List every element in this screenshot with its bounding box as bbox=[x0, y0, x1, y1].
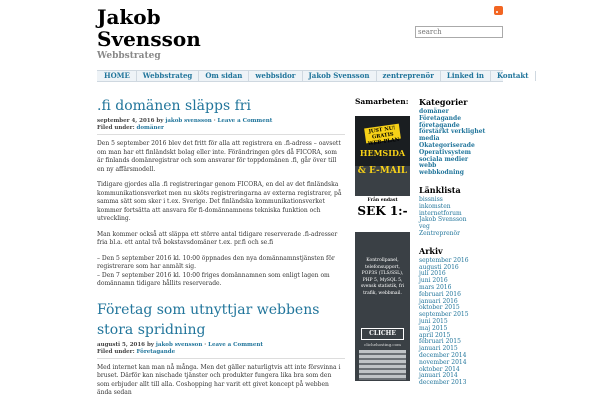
ad-tag: JUST NU! GRATIS WEB-PLAN bbox=[364, 124, 401, 144]
categories-title: Kategorier bbox=[419, 97, 468, 107]
post-divider bbox=[97, 134, 345, 135]
post-paragraph: Man kommer också att släppa ett större antal tidigare reserverade .fi-adresser fria bl.a. ett antal två bokstavsdomäner t.ex. pr.fi och se.fi bbox=[97, 230, 338, 246]
server-rack-graphic bbox=[359, 350, 406, 380]
archive-link[interactable]: januari 2014 bbox=[419, 372, 458, 380]
archive-link[interactable]: februari 2016 bbox=[419, 290, 461, 298]
filed-under-label: Filed under: bbox=[97, 348, 135, 355]
meta-separator: · bbox=[213, 118, 216, 124]
site-title[interactable]: Jakob Svensson bbox=[97, 5, 201, 51]
post-author-link[interactable]: jakob svensson bbox=[165, 118, 212, 124]
sponsor-heading: Samarbeten: bbox=[355, 97, 409, 106]
links-list bbox=[419, 197, 509, 238]
nav-item-webbstrateg[interactable]: Webbstrateg bbox=[137, 71, 200, 81]
ad-price: SEK 1:- bbox=[357, 204, 408, 218]
post-divider bbox=[97, 358, 345, 359]
blogroll-link[interactable]: Zentreprenör bbox=[419, 229, 461, 237]
post-paragraph: Med internet kan man nå många. Men det gäller naturligtvis att inte försvinna i bruset. Därför kan nischade tjänster och produkter fungera lika bra som den som erbjuder allt till alla. Coshopping har varit ett givet koncept på webben ända sedan bbox=[97, 363, 341, 396]
nav-item-jakob-svensson[interactable]: Jakob Svensson bbox=[303, 71, 377, 81]
archive-link[interactable]: juni 2016 bbox=[419, 277, 448, 285]
ad-logo: CLICHE bbox=[361, 328, 404, 340]
archive-title: Arkiv bbox=[419, 245, 443, 256]
hosting-advertisement[interactable] bbox=[355, 116, 410, 381]
nav-item-om-sidan[interactable]: Om sidan bbox=[199, 71, 249, 81]
main-navigation bbox=[97, 70, 529, 82]
post-category-link[interactable]: Företagande bbox=[136, 348, 176, 355]
archive-link[interactable]: augusti 2016 bbox=[419, 263, 459, 271]
right-sidebar bbox=[419, 97, 509, 395]
category-link[interactable]: webbkodning bbox=[419, 169, 464, 177]
archive-link[interactable]: september 2016 bbox=[419, 256, 469, 264]
blogroll-link[interactable]: internetforum bbox=[419, 209, 462, 217]
archive-link[interactable]: mars 2016 bbox=[419, 283, 452, 291]
archive-link[interactable]: november 2014 bbox=[419, 358, 467, 366]
post-paragraph: Tidigare gjordes alla .fi registreringar genom FICORA, en del av det finländska kommunikationsverket men nu sköts registreringarna av externa registrarer, på samma sätt som sker i t.ex. Sverige. Det finländska kommunikationsverket kommer fortsätta att ansvara för fi-domännamnens tekniska funktion och utveckling. bbox=[97, 181, 342, 222]
archive-list bbox=[419, 258, 509, 387]
archive-link[interactable]: januari 2015 bbox=[419, 345, 458, 353]
archive-link[interactable]: december 2013 bbox=[419, 379, 467, 387]
archive-link[interactable]: januari 2016 bbox=[419, 297, 458, 305]
archive-link[interactable]: februari 2015 bbox=[419, 338, 461, 346]
filed-under-label: Filed under: bbox=[97, 125, 135, 131]
leave-comment-link[interactable]: Leave a Comment bbox=[217, 118, 273, 124]
categories-list bbox=[419, 109, 509, 177]
nav-item-webbsidor[interactable]: webbsidor bbox=[249, 71, 302, 81]
nav-item-linked-in[interactable]: Linked in bbox=[441, 71, 491, 81]
category-link[interactable]: företagande bbox=[419, 121, 460, 129]
category-link[interactable]: domäner bbox=[419, 108, 449, 115]
post-meta bbox=[97, 342, 345, 356]
post bbox=[97, 299, 345, 398]
site-header bbox=[0, 0, 600, 64]
category-link[interactable]: Företagande bbox=[419, 114, 462, 122]
blogroll-link[interactable]: bissniss bbox=[419, 195, 443, 203]
category-link[interactable]: sociala medier bbox=[419, 155, 469, 163]
blogroll-link[interactable]: veg bbox=[419, 223, 430, 231]
category-link[interactable]: Operativsystem bbox=[419, 148, 472, 156]
rss-icon[interactable] bbox=[494, 6, 503, 15]
post bbox=[97, 95, 345, 289]
archive-link[interactable]: april 2015 bbox=[419, 331, 451, 339]
links-title: Länklista bbox=[419, 184, 461, 195]
category-link[interactable]: förstärkt verklighet bbox=[419, 128, 486, 136]
category-link[interactable]: Okategoriserade bbox=[419, 141, 475, 149]
post-author-link[interactable]: jakob svensson bbox=[155, 341, 203, 348]
category-link[interactable]: media bbox=[419, 135, 440, 143]
post-date: september 4, 2016 bbox=[97, 118, 155, 124]
blogroll-link[interactable]: Jakob Svensson bbox=[419, 216, 467, 224]
archive-link[interactable]: maj 2015 bbox=[419, 324, 448, 332]
nav-item-zentreprenor[interactable]: zentreprenör bbox=[377, 71, 441, 81]
meta-separator: · bbox=[204, 341, 207, 348]
nav-item-kontakt[interactable]: Kontakt bbox=[491, 71, 536, 81]
archive-link[interactable]: juli 2016 bbox=[419, 270, 446, 278]
ad-hemsida: HEMSIDA bbox=[359, 148, 406, 158]
sponsor-column bbox=[355, 97, 413, 381]
ad-price-label: Från endast bbox=[367, 198, 398, 203]
archive-link[interactable]: juni 2015 bbox=[419, 317, 448, 325]
archive-link[interactable]: oktober 2015 bbox=[419, 304, 460, 312]
blogroll-link[interactable]: inkomsten bbox=[419, 202, 451, 210]
archive-link[interactable]: december 2014 bbox=[419, 351, 467, 359]
post-by: by bbox=[156, 118, 164, 124]
post-title[interactable]: .fi domänen släpps fri bbox=[97, 98, 251, 114]
post-category-link[interactable]: domäner bbox=[136, 125, 164, 131]
site-description: Webbstrateg bbox=[97, 51, 161, 61]
nav-item-home[interactable]: HOME bbox=[97, 71, 137, 81]
ad-email: & E-MAIL bbox=[357, 166, 408, 176]
post-by: by bbox=[146, 341, 154, 348]
leave-comment-link[interactable]: Leave a Comment bbox=[208, 341, 263, 348]
post-meta bbox=[97, 118, 345, 132]
archive-link[interactable]: september 2015 bbox=[419, 311, 469, 319]
post-date: augusti 5, 2016 bbox=[97, 341, 146, 348]
post-title[interactable]: Företag som utnyttjar webbens stora spridning bbox=[97, 301, 320, 338]
ad-price-box bbox=[355, 196, 410, 232]
post-paragraph: – Den 5 september 2016 kl. 10:00 öppnades den nya domännamnstjänsten för registrerare som har anmält sig. – Den 7 september 2016 kl. 10:00 friges domännamnen som enligt lagen om domännamn tidigare hållits reserverade. bbox=[97, 254, 335, 287]
ad-logo-url: clichehosting.com bbox=[364, 342, 401, 347]
archive-link[interactable]: oktober 2014 bbox=[419, 365, 460, 373]
search-input[interactable] bbox=[415, 26, 503, 38]
ad-features: Kontrollpanel, telefonsupport, POP3S (TLS/SSL), PHP 5, MySQL 5, svensk statistik, fri trafik, webbmail. bbox=[360, 258, 405, 296]
post-paragraph: Den 5 september 2016 blev det fritt för alla att registrera en .fi-adress – oavsett om man har ett finländskt bolag eller inte. Förändringen görs då FICORA, som är finlands domänregistrar och som ansvarar för toppdomänen .fi, går över till en ny affärsmodell. bbox=[97, 140, 341, 173]
main-content bbox=[97, 95, 345, 400]
category-link[interactable]: webb bbox=[419, 162, 437, 170]
